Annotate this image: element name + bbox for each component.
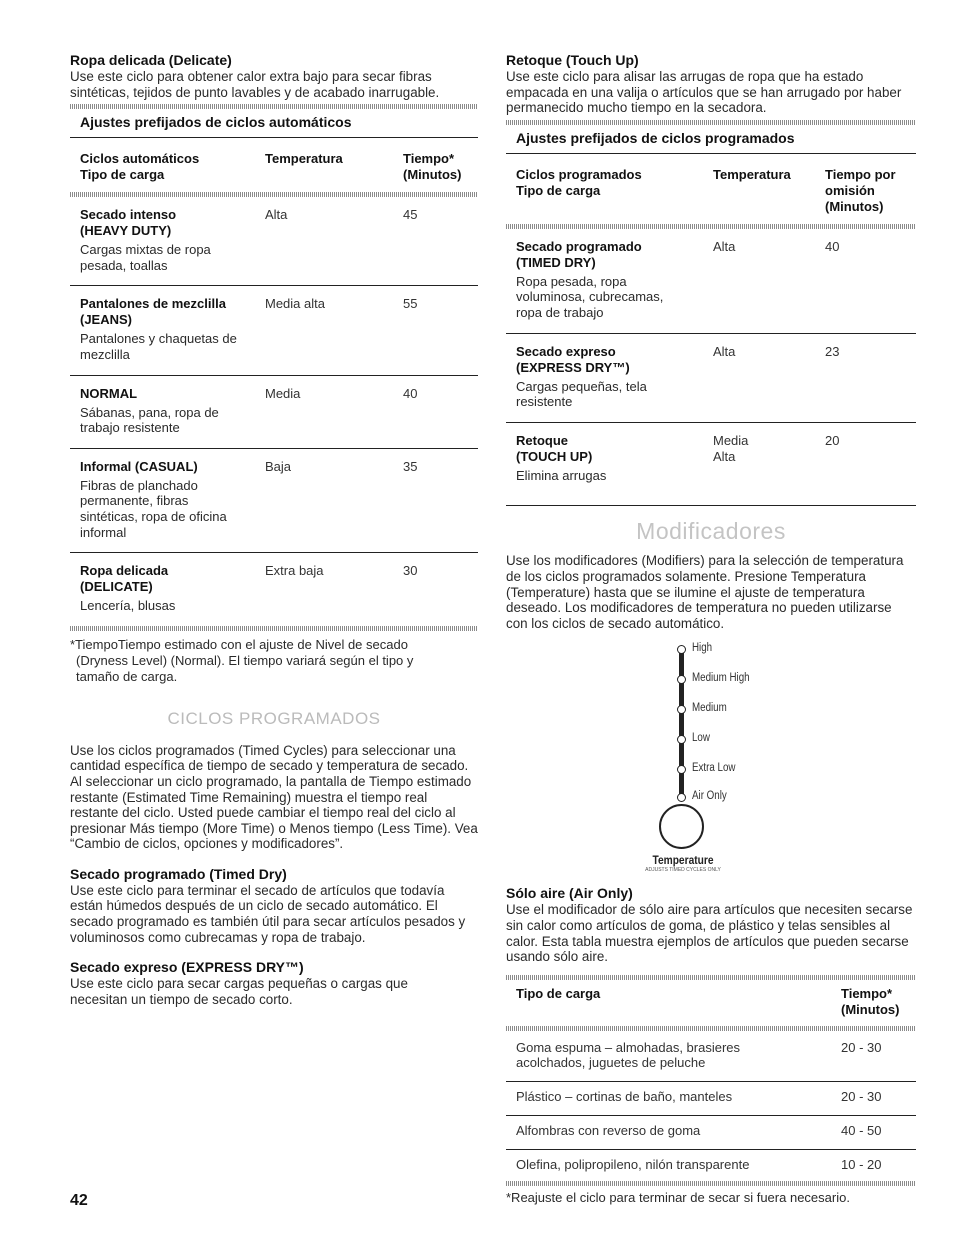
air-only-text: Use el modificador de sólo aire para artículos que necesiten secarse sin calor como artículos de goma, de plástico y telas sensibles al calor. Esta tabla muestra ejemplos de artículos que pueden secarse usando sólo aire. [506, 902, 913, 965]
table-row [506, 229, 916, 334]
cycle-name-en: (DELICATE) [80, 579, 153, 595]
level-indicator-icon [677, 675, 686, 684]
table-row [506, 1116, 916, 1150]
load-type: Goma espuma – almohadas, brasieres acolchados, juguetes de peluche [516, 1039, 741, 1071]
cycle-time: 30 [403, 563, 418, 579]
table-row [506, 334, 916, 423]
cycle-temp: Baja [265, 458, 292, 474]
temperature-dial [506, 639, 916, 879]
air-only-heading: Sólo aire (Air Only) [506, 885, 633, 902]
cycle-temp: Alta [265, 207, 288, 223]
auto-table-header [70, 138, 478, 192]
cycle-name-en: (JEANS) [80, 312, 133, 328]
col-temp: Temperatura [265, 151, 343, 167]
level-medium-high: Medium High [692, 672, 750, 685]
cycle-temp: Alta [713, 238, 736, 254]
knob-label: Temperature [652, 853, 714, 868]
table-row [70, 376, 478, 449]
load-time: 10 - 20 [841, 1156, 882, 1172]
col-cycles: Ciclos programados [516, 166, 642, 182]
load-type: Alfombras con reverso de goma [516, 1122, 701, 1138]
modifiers-title: Modificadores [636, 518, 786, 545]
cycle-time: 45 [403, 207, 418, 223]
cycle-temp: Alta [713, 343, 736, 359]
timed-table-body [506, 229, 916, 507]
level-low: Low [692, 732, 710, 745]
table-row [506, 423, 916, 507]
table-row [506, 1150, 916, 1181]
cycle-temp: Extra baja [265, 563, 324, 579]
cycle-temp: Media alta [265, 296, 325, 312]
table-row [70, 449, 478, 553]
cycle-name: Secado programado [516, 238, 642, 254]
col-load-type: Tipo de carga [516, 985, 601, 1001]
timed-cycles-title: CICLOS PROGRAMADOS [167, 708, 381, 728]
col-minutes: (Minutos) [403, 167, 462, 183]
cycle-time: 20 [825, 432, 840, 448]
cycle-time: 40 [825, 238, 840, 254]
temperature-knob-icon [659, 804, 704, 849]
cycle-desc: Fibras de planchado permanente, fibras sintéticas, ropa de oficina informal [80, 477, 227, 540]
air-table-body [506, 1031, 916, 1181]
cycle-name: Pantalones de mezclilla [80, 296, 226, 312]
level-extra-low: Extra Low [692, 762, 736, 775]
col-time: Tiempo* [841, 985, 893, 1001]
cycle-time: 40 [403, 385, 418, 401]
load-type: Olefina, polipropileno, nilón transparente [516, 1156, 750, 1172]
express-dry-heading: Secado expreso (EXPRESS DRY™) [70, 959, 304, 976]
col-load: Tipo de carga [516, 182, 601, 198]
level-indicator-icon [677, 645, 686, 654]
col-load: Tipo de carga [80, 167, 165, 183]
cycle-name: Retoque [516, 432, 568, 448]
cycle-desc: Pantalones y chaquetas de mezclilla [80, 331, 237, 362]
table-row [70, 197, 478, 286]
timed-table-header [506, 154, 916, 224]
cycle-name: Informal (CASUAL) [80, 458, 198, 474]
col-minutes: (Minutos) [841, 1001, 900, 1017]
auto-table-title: Ajustes prefijados de ciclos automáticos [80, 114, 352, 131]
cycle-temp: Media [713, 432, 749, 448]
load-time: 20 - 30 [841, 1088, 882, 1104]
timed-table-title: Ajustes prefijados de ciclos programados [516, 129, 795, 146]
level-air-only: Air Only [692, 790, 727, 803]
auto-table-note: *TiempoTiempo estimado con el ajuste de Nivel de secado (Dryness Level) (Normal). El tiempo variará según el tipo y tamaño de carga. [70, 636, 414, 684]
load-type: Plástico – cortinas de baño, manteles [516, 1088, 733, 1104]
cycle-name: Secado intenso [80, 207, 177, 223]
auto-table-body [70, 197, 478, 626]
cycle-desc: Cargas pequeñas, tela resistente [516, 378, 647, 410]
cycle-temp: Media [265, 385, 301, 401]
left-column [70, 52, 478, 1007]
right-column [506, 52, 916, 1206]
level-medium: Medium [692, 702, 727, 715]
cycle-desc: Cargas mixtas de ropa pesada, toallas [80, 242, 211, 273]
cycle-temp-alt: Alta [713, 448, 736, 464]
delicate-text: Use este ciclo para obtener calor extra bajo para secar fibras sintéticas, tejidos de punto lavables y de acabado inarrugable. [70, 69, 440, 100]
load-time: 20 - 30 [841, 1039, 882, 1055]
touch-up-text: Use este ciclo para alisar las arrugas de ropa que ha estado empacada en una valija o artículos que se han arrugado por haber permanecido mucho tiempo en la secadora. [506, 69, 902, 116]
air-table-note: *Reajuste el ciclo para terminar de secar si fuera necesario. [506, 1189, 850, 1205]
divider [506, 1181, 916, 1186]
cycle-name-en: (TOUCH UP) [516, 448, 593, 464]
col-cycles: Ciclos automáticos [80, 151, 200, 167]
col-time: Tiempo por [825, 166, 896, 182]
table-row [506, 1082, 916, 1116]
modifiers-text: Use los modificadores (Modifiers) para la selección de temperatura de los ciclos programados solamente. Presione Temperatura (Temperature) hasta que se ilumine el ajuste de temperatura deseado. Los modificadores de temperatura no pueden utilizarse con los ciclos de secado automático. [506, 553, 904, 631]
cycle-time: 35 [403, 458, 418, 474]
level-indicator-icon [677, 765, 686, 774]
cycle-desc: Ropa pesada, ropa voluminosa, cubrecamas, ropa de trabajo [516, 273, 664, 320]
express-dry-text: Use este ciclo para secar cargas pequeñas o cargas que necesitan un tiempo de secado corto. [70, 976, 408, 1007]
cycle-name-en: (HEAVY DUTY) [80, 223, 172, 239]
cycle-desc: Elimina arrugas [516, 467, 607, 483]
col-default: omisión [825, 182, 875, 198]
cycle-time: 55 [403, 296, 418, 312]
cycle-name-en: (TIMED DRY) [516, 254, 596, 270]
cycle-desc: Sábanas, pana, ropa de trabajo resistente [80, 404, 219, 436]
col-temp: Temperatura [713, 166, 791, 182]
cycle-name: NORMAL [80, 385, 138, 401]
cycle-time: 23 [825, 343, 840, 359]
cycle-name: Ropa delicada [80, 563, 169, 579]
level-high: High [692, 642, 713, 655]
table-row [70, 553, 478, 626]
level-indicator-icon [677, 735, 686, 744]
col-time: Tiempo* [403, 151, 455, 167]
load-time: 40 - 50 [841, 1122, 882, 1138]
level-indicator-icon [677, 793, 686, 802]
air-table-header [506, 980, 916, 1026]
timed-dry-text: Use este ciclo para terminar el secado de artículos que todavía están húmedos después de un ciclo de secado automático. El secado programado es también útil para secar artículos pesados y voluminosos como cubrecamas y ropa de trabajo. [70, 882, 466, 945]
delicate-heading: Ropa delicada (Delicate) [70, 52, 232, 68]
cycle-desc: Lencería, blusas [80, 598, 176, 614]
page-number: 42 [70, 1192, 88, 1209]
cycle-name-en: (EXPRESS DRY™) [516, 359, 630, 375]
touch-up-heading: Retoque (Touch Up) [506, 52, 639, 68]
timed-cycles-text: Use los ciclos programados (Timed Cycles) para seleccionar una cantidad específica de tiempo de secado y temperatura de secado. Al seleccionar un ciclo programado, la pantalla de Tiempo estimado restante (Estimated Time Remaining) muestra el tiempo real restante del ciclo. Usted puede cambiar el tiempo real del ciclo al presionar Más tiempo (More Time) o Menos tiempo (Less Time). Vea “Cambio de ciclos, opciones y modificadores”. [70, 742, 478, 852]
cycle-name: Secado expreso [516, 343, 616, 359]
divider [70, 626, 478, 631]
level-indicator-icon [677, 705, 686, 714]
table-row [506, 1031, 916, 1082]
timed-dry-heading: Secado programado (Timed Dry) [70, 865, 287, 882]
col-minutes: (Minutos) [825, 198, 884, 214]
knob-sublabel: ADJUSTS TIMED CYCLES ONLY [645, 867, 721, 874]
table-row [70, 286, 478, 375]
dial-track [679, 647, 684, 797]
